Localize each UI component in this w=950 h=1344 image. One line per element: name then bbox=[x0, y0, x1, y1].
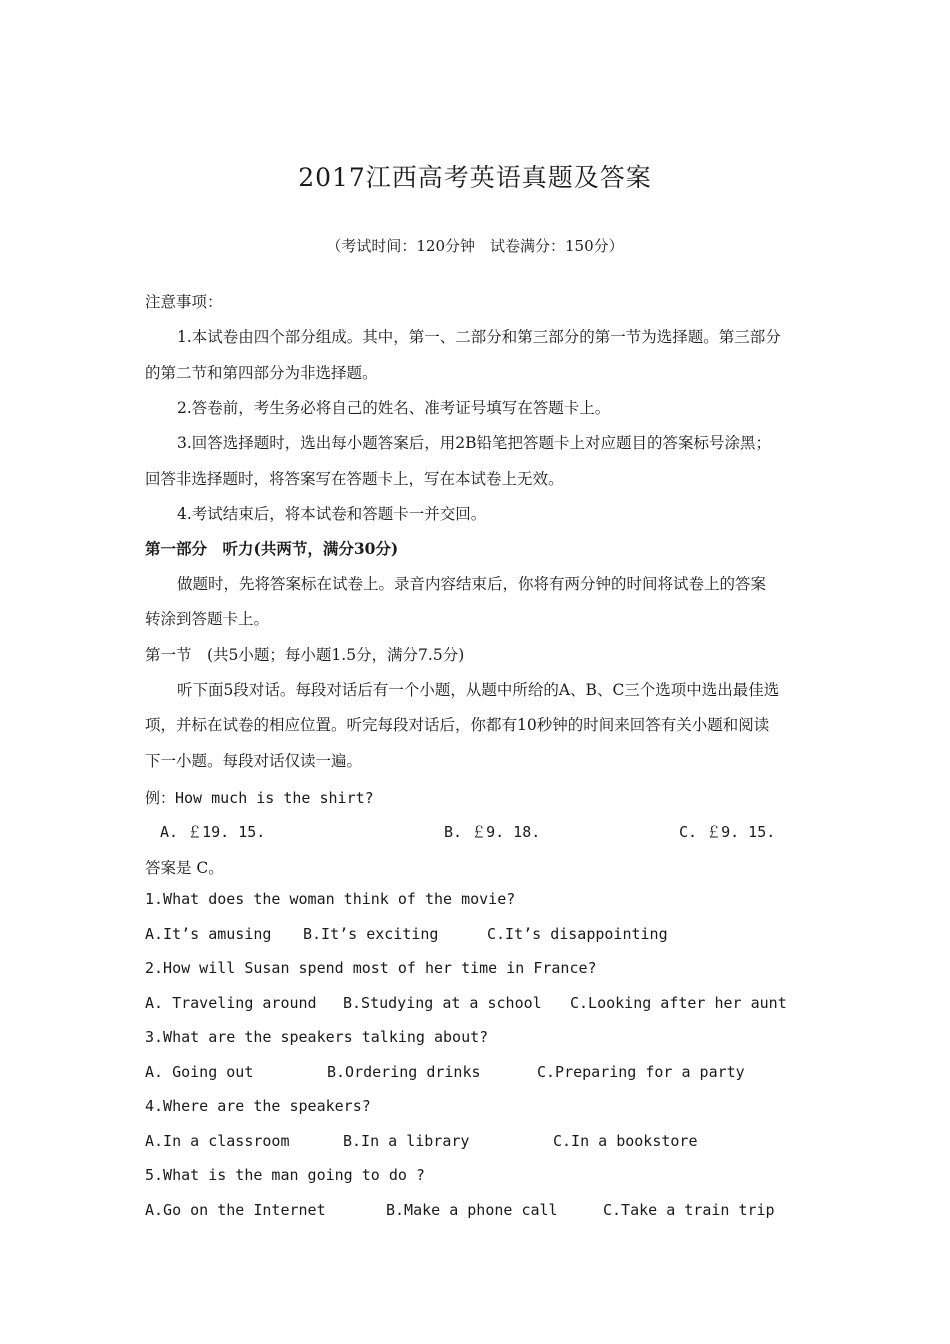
page-title: 2017江西高考英语真题及答案 bbox=[298, 163, 652, 192]
question-3: 3.What are the speakers talking about? bbox=[145, 1028, 489, 1046]
part1-heading: 第一部分 听力(共两节，满分30分) bbox=[145, 539, 399, 558]
part1-intro-line-2: 转涂到答题卡上。 bbox=[145, 610, 270, 628]
note-1-line-1: 1.本试卷由四个部分组成。其中，第一、二部分和第三部分的第一节为选择题。第三部分 bbox=[177, 328, 781, 346]
question-3-option-b: B.Ordering drinks bbox=[327, 1063, 481, 1081]
example-question bbox=[145, 787, 374, 808]
exam-time-info: （考试时间：120分钟 试卷满分：150分） bbox=[326, 237, 624, 255]
question-1-option-b: B.It’s exciting bbox=[303, 925, 439, 943]
notes-heading: 注意事项： bbox=[145, 293, 223, 311]
example-answer: 答案是 C。 bbox=[145, 859, 224, 877]
question-1-option-c: C.It’s disappointing bbox=[487, 925, 668, 943]
example-option-c: C. ￡9. 15. bbox=[679, 823, 776, 841]
section1-instr-line-2: 项，并标在试卷的相应位置。听完每段对话后，你都有10秒钟的时间来回答有关小题和阅读 bbox=[145, 716, 770, 734]
part1-intro-line-1: 做题时，先将答案标在试卷上。录音内容结束后，你将有两分钟的时间将试卷上的答案 bbox=[177, 575, 767, 593]
section1-instr-line-3: 下一小题。每段对话仅读一遍。 bbox=[145, 752, 363, 770]
example-question-text: 例：How much is the shirt? bbox=[145, 789, 374, 807]
note-1-line-2: 的第二节和第四部分为非选择题。 bbox=[145, 364, 378, 382]
question-2-option-b: B.Studying at a school bbox=[343, 994, 542, 1012]
question-1-option-a: A.It’s amusing bbox=[145, 925, 272, 943]
question-4-option-c: C.In a bookstore bbox=[553, 1132, 698, 1150]
note-3-line-1: 3.回答选择题时，选出每小题答案后，用2B铅笔把答题卡上对应题目的答案标号涂黑； bbox=[177, 434, 772, 452]
example-option-a: A. ￡19. 15. bbox=[160, 823, 266, 841]
question-5-option-a: A.Go on the Internet bbox=[145, 1201, 326, 1219]
question-2: 2.How will Susan spend most of her time in France? bbox=[145, 959, 597, 977]
question-5-option-c: C.Take a train trip bbox=[603, 1201, 775, 1219]
question-5-option-b: B.Make a phone call bbox=[386, 1201, 558, 1219]
note-2: 2.答卷前，考生务必将自己的姓名、准考证号填写在答题卡上。 bbox=[177, 399, 611, 417]
question-4-option-b: B.In a library bbox=[343, 1132, 470, 1150]
example-option-b: B. ￡9. 18. bbox=[444, 823, 541, 841]
question-2-option-a: A. Traveling around bbox=[145, 994, 317, 1012]
section1-heading: 第一节 (共5小题；每小题1.5分，满分7.5分) bbox=[145, 646, 465, 664]
note-3-line-2: 回答非选择题时，将答案写在答题卡上，写在本试卷上无效。 bbox=[145, 470, 564, 488]
question-3-option-c: C.Preparing for a party bbox=[537, 1063, 745, 1081]
section1-instr-line-1: 听下面5段对话。每段对话后有一个小题，从题中所给的A、B、C三个选项中选出最佳选 bbox=[177, 681, 780, 699]
question-2-option-c: C.Looking after her aunt bbox=[570, 994, 787, 1012]
question-4-option-a: A.In a classroom bbox=[145, 1132, 290, 1150]
question-5: 5.What is the man going to do ? bbox=[145, 1166, 425, 1184]
question-1: 1.What does the woman think of the movie? bbox=[145, 890, 516, 908]
question-3-option-a: A. Going out bbox=[145, 1063, 254, 1081]
note-4: 4.考试结束后，将本试卷和答题卡一并交回。 bbox=[177, 505, 487, 523]
question-4: 4.Where are the speakers? bbox=[145, 1097, 371, 1115]
